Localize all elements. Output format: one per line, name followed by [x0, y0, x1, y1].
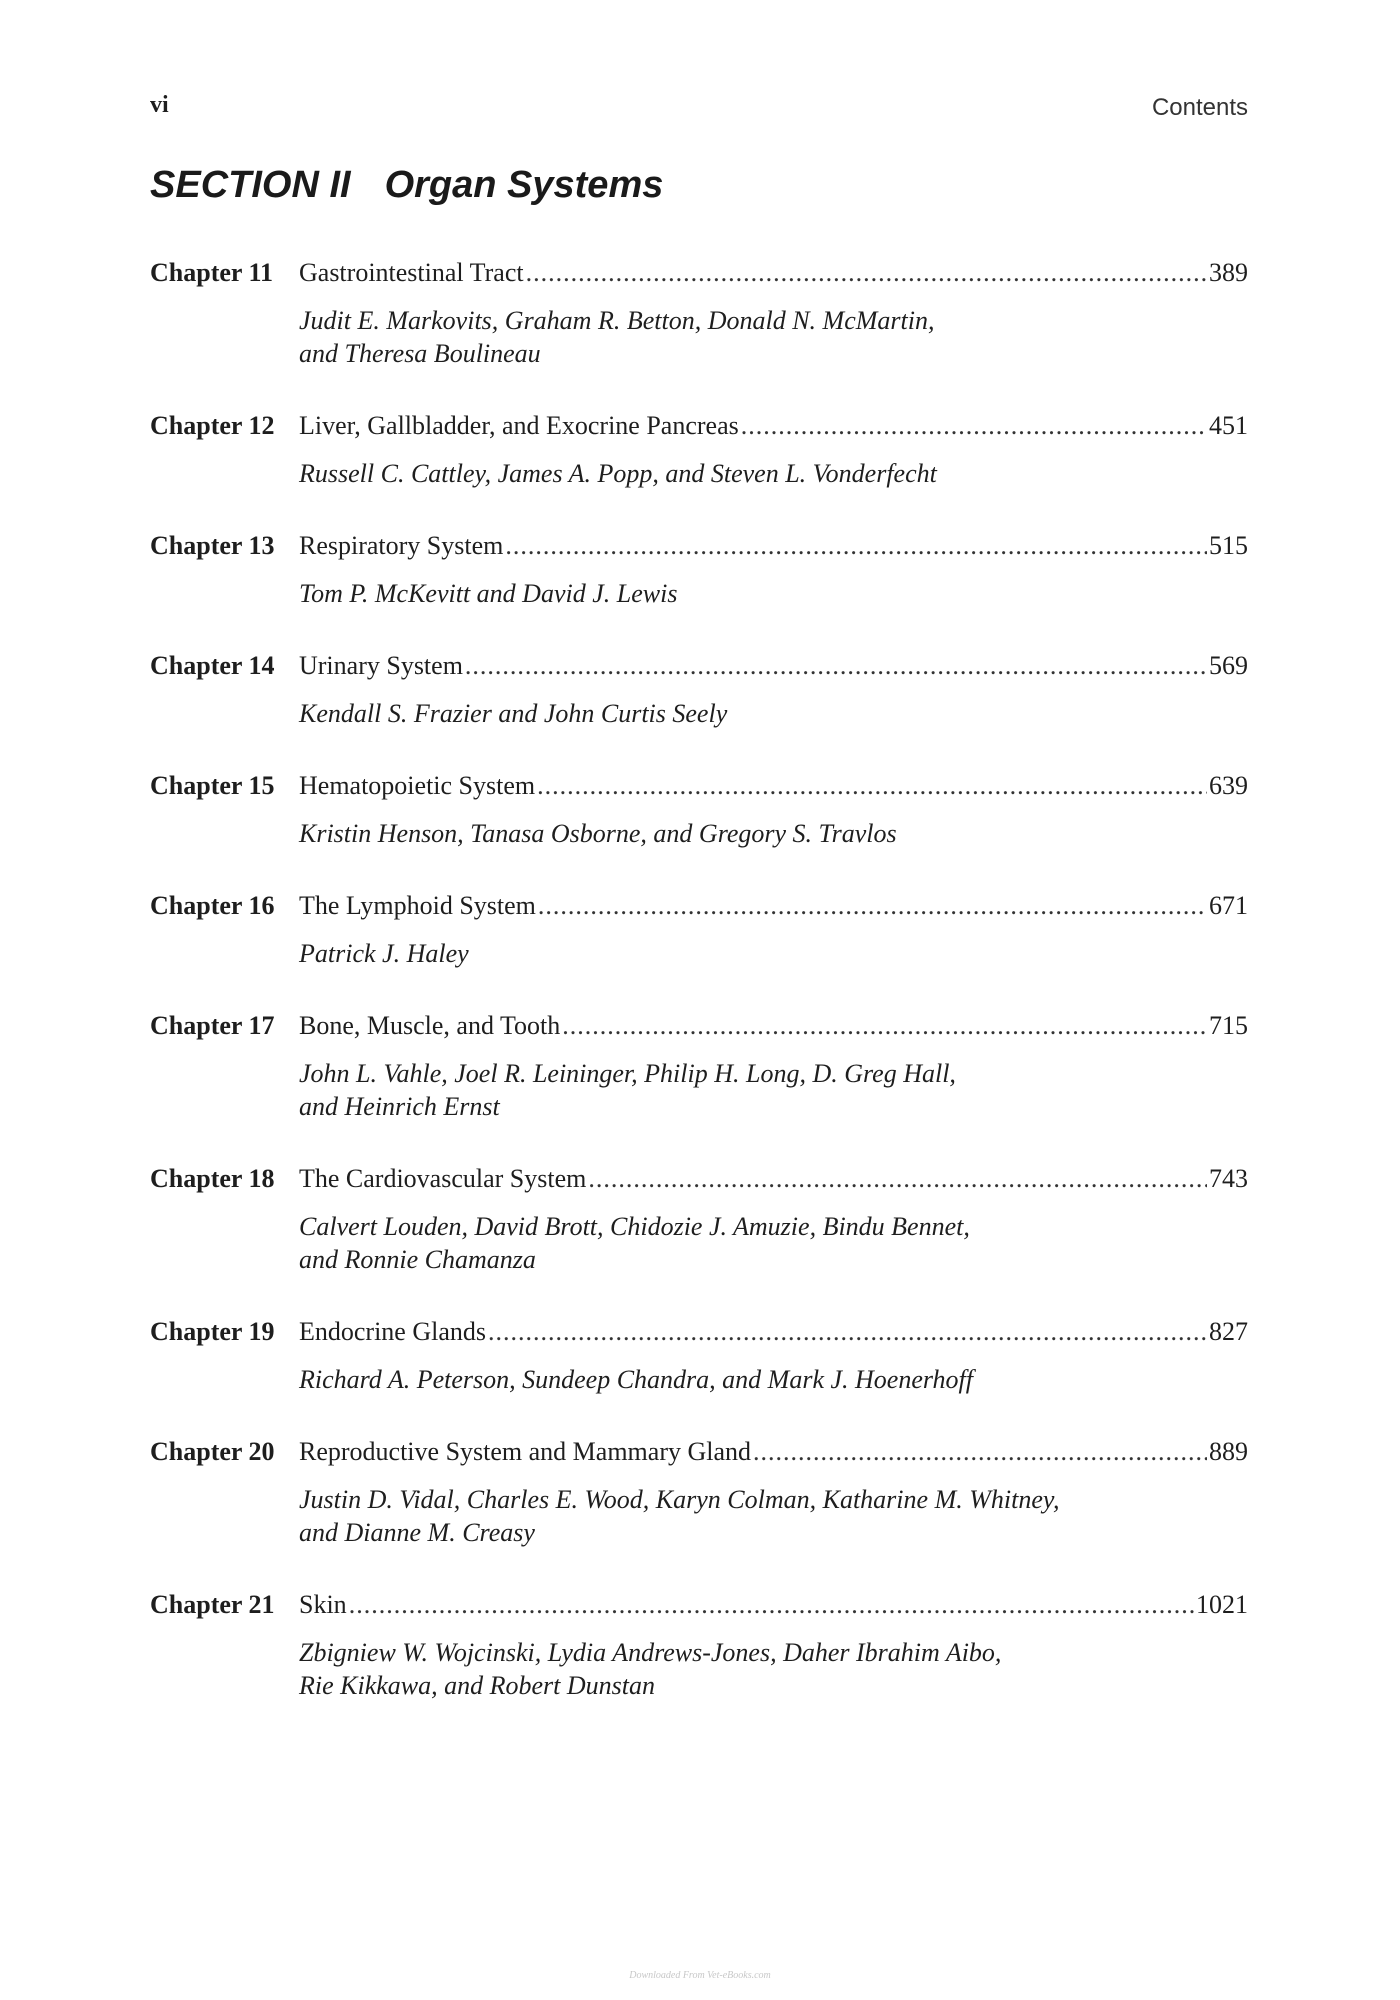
toc-entry [150, 1162, 1248, 1276]
chapter-label: Chapter 16 [150, 891, 275, 920]
chapter-title: Reproductive System and Mammary Gland [299, 1437, 752, 1466]
toc-entry-line [150, 1588, 1248, 1622]
chapter-page-number: 743 [1209, 1164, 1248, 1193]
chapter-page-number: 889 [1209, 1437, 1248, 1466]
dot-leader [562, 1009, 1207, 1043]
toc-entry-line [150, 769, 1248, 803]
chapter-authors [299, 697, 1179, 730]
chapter-title: Gastrointestinal Tract [299, 258, 524, 287]
dot-leader [488, 1315, 1207, 1349]
chapter-label: Chapter 19 [150, 1317, 275, 1346]
author-line: Zbigniew W. Wojcinski, Lydia Andrews-Jones, Daher Ibrahim Aibo, [299, 1638, 1002, 1667]
toc-entry [150, 256, 1248, 370]
dot-leader [465, 649, 1207, 683]
chapter-label: Chapter 15 [150, 771, 275, 800]
author-line: and Heinrich Ernst [299, 1092, 500, 1121]
chapter-page-number: 715 [1209, 1011, 1248, 1040]
author-line: Kendall S. Frazier and John Curtis Seely [299, 699, 728, 728]
toc-entry-line [150, 1435, 1248, 1469]
chapter-page-number: 1021 [1196, 1590, 1248, 1619]
chapter-page-number: 827 [1209, 1317, 1248, 1346]
chapter-page-number: 389 [1209, 258, 1248, 287]
chapter-title: Hematopoietic System [299, 771, 536, 800]
chapter-label: Chapter 17 [150, 1011, 275, 1040]
table-of-contents [150, 256, 1248, 1702]
dot-leader [753, 1435, 1207, 1469]
chapter-title: The Cardiovascular System [299, 1164, 587, 1193]
author-line: Judit E. Markovits, Graham R. Betton, Donald N. McMartin, [299, 306, 935, 335]
section-heading [150, 164, 663, 207]
section-number: SECTION II [150, 164, 351, 206]
author-line: and Dianne M. Creasy [299, 1518, 535, 1547]
chapter-page-number: 639 [1209, 771, 1248, 800]
page-number: vi [150, 92, 169, 118]
chapter-authors [299, 1210, 1179, 1276]
toc-entry-line [150, 1009, 1248, 1043]
toc-entry-line [150, 409, 1248, 443]
dot-leader [588, 1162, 1207, 1196]
author-line: and Theresa Boulineau [299, 339, 541, 368]
dot-leader [741, 409, 1207, 443]
chapter-label: Chapter 13 [150, 531, 275, 560]
watermark: Downloaded From Vet-eBooks.com [629, 1970, 771, 1981]
chapter-authors [299, 1057, 1179, 1123]
chapter-page-number: 515 [1209, 531, 1248, 560]
author-line: John L. Vahle, Joel R. Leininger, Philip H. Long, D. Greg Hall, [299, 1059, 956, 1088]
chapter-page-number: 671 [1209, 891, 1248, 920]
chapter-label: Chapter 21 [150, 1590, 275, 1619]
dot-leader [538, 889, 1207, 923]
chapter-title: The Lymphoid System [299, 891, 536, 920]
toc-entry-line [150, 529, 1248, 563]
toc-entry-line [150, 1315, 1248, 1349]
toc-entry [150, 1588, 1248, 1702]
chapter-title: Urinary System [299, 651, 463, 680]
chapter-label: Chapter 12 [150, 411, 275, 440]
toc-entry-line [150, 649, 1248, 683]
toc-entry [150, 769, 1248, 850]
toc-entry [150, 529, 1248, 610]
dot-leader [526, 256, 1207, 290]
dot-leader [537, 769, 1207, 803]
chapter-label: Chapter 14 [150, 651, 275, 680]
toc-entry [150, 1315, 1248, 1396]
toc-entry [150, 409, 1248, 490]
chapter-authors [299, 577, 1179, 610]
chapter-label: Chapter 11 [150, 258, 274, 287]
chapter-title: Endocrine Glands [299, 1317, 487, 1346]
author-line: Kristin Henson, Tanasa Osborne, and Gregory S. Travlos [299, 819, 897, 848]
toc-entry [150, 1435, 1248, 1549]
chapter-authors [299, 937, 1179, 970]
author-line: Patrick J. Haley [299, 939, 469, 968]
toc-entry [150, 649, 1248, 730]
chapter-page-number: 569 [1209, 651, 1248, 680]
chapter-title: Skin [299, 1590, 347, 1619]
dot-leader [349, 1588, 1194, 1622]
chapter-label: Chapter 20 [150, 1437, 275, 1466]
toc-entry-line [150, 889, 1248, 923]
chapter-authors [299, 1636, 1179, 1702]
chapter-title: Bone, Muscle, and Tooth [299, 1011, 561, 1040]
author-line: Russell C. Cattley, James A. Popp, and Steven L. Vonderfecht [299, 459, 937, 488]
toc-entry-line [150, 256, 1248, 290]
author-line: Tom P. McKevitt and David J. Lewis [299, 579, 678, 608]
chapter-title: Respiratory System [299, 531, 504, 560]
chapter-authors [299, 817, 1179, 850]
dot-leader [505, 529, 1207, 563]
toc-entry [150, 889, 1248, 970]
chapter-authors [299, 1483, 1179, 1549]
chapter-authors [299, 1363, 1179, 1396]
chapter-authors [299, 304, 1179, 370]
chapter-label: Chapter 18 [150, 1164, 275, 1193]
toc-entry-line [150, 1162, 1248, 1196]
section-title: Organ Systems [384, 164, 664, 206]
running-head: Contents [1151, 94, 1248, 121]
chapter-title: Liver, Gallbladder, and Exocrine Pancreas [299, 411, 739, 440]
author-line: Richard A. Peterson, Sundeep Chandra, and Mark J. Hoenerhoff [299, 1365, 973, 1394]
author-line: Rie Kikkawa, and Robert Dunstan [299, 1671, 656, 1700]
author-line: Justin D. Vidal, Charles E. Wood, Karyn Colman, Katharine M. Whitney, [299, 1485, 1060, 1514]
chapter-authors [299, 457, 1179, 490]
author-line: Calvert Louden, David Brott, Chidozie J. Amuzie, Bindu Bennet, [299, 1212, 970, 1241]
author-line: and Ronnie Chamanza [299, 1245, 536, 1274]
chapter-page-number: 451 [1209, 411, 1248, 440]
toc-entry [150, 1009, 1248, 1123]
